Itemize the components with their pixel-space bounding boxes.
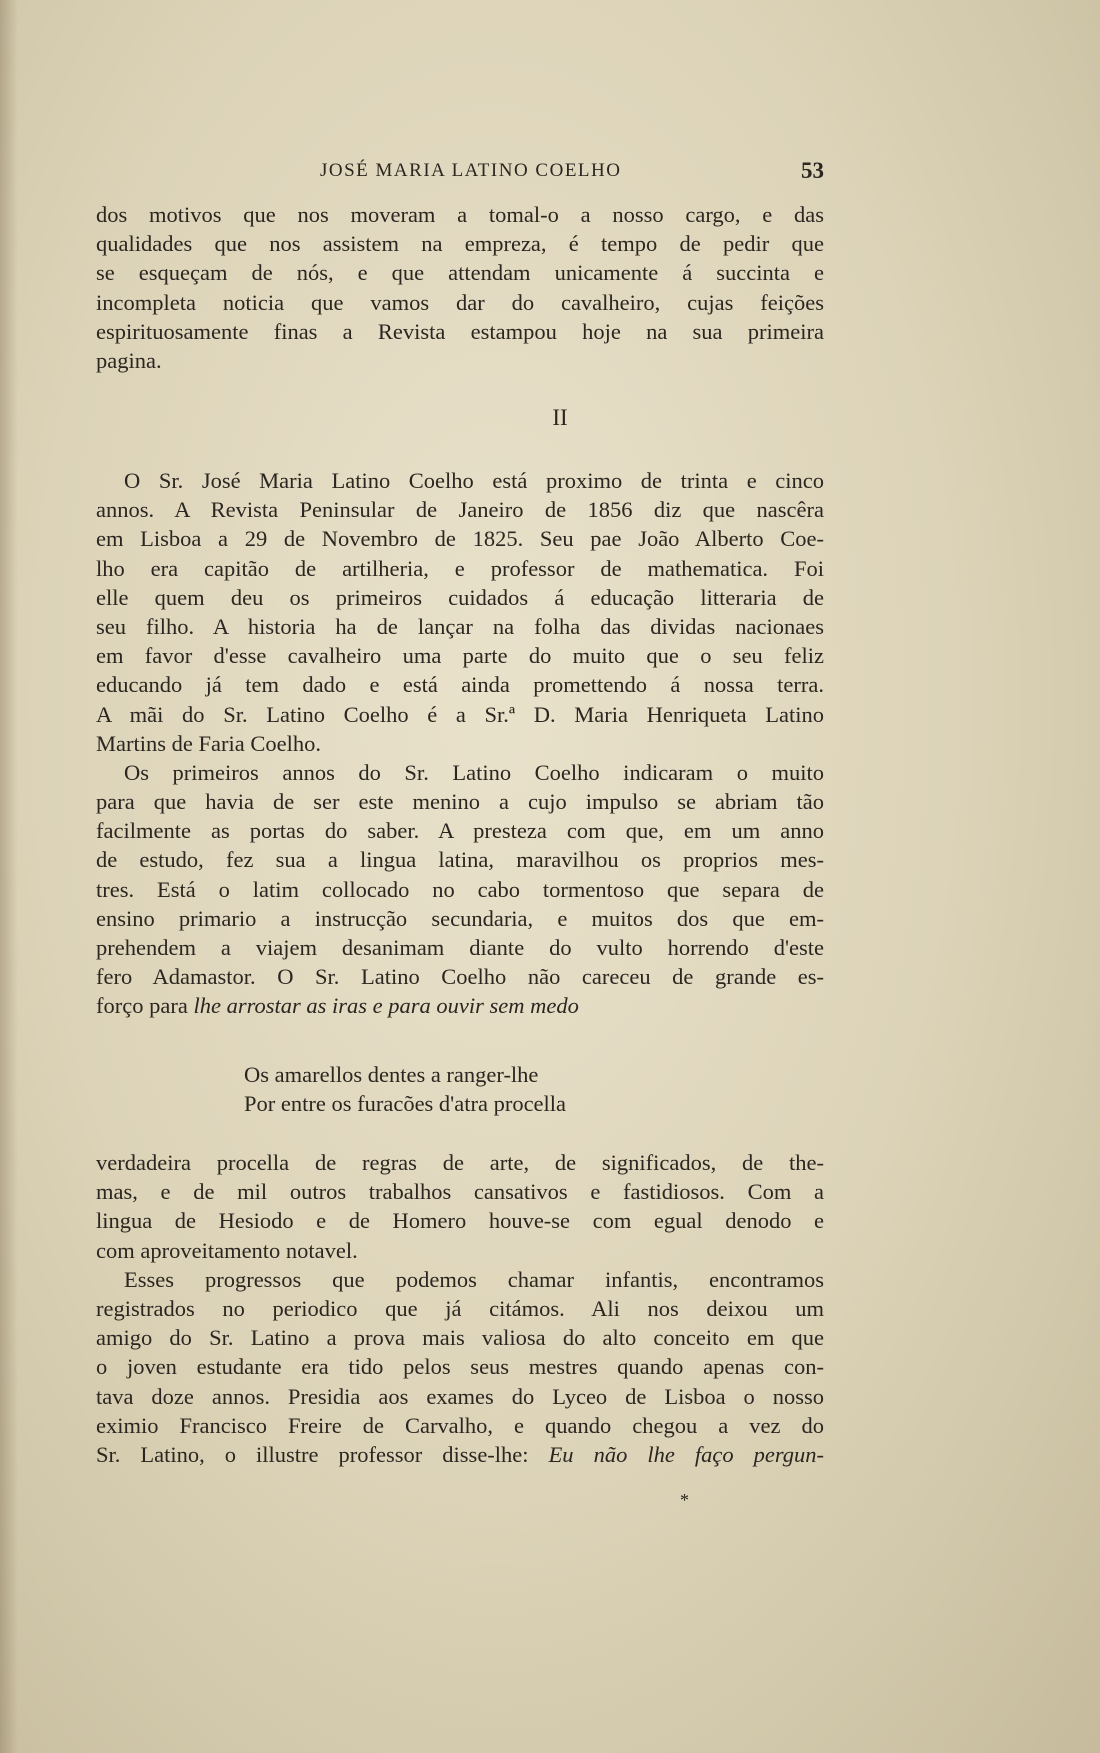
text-line: tres. Está o latim collocado no cabo tormentoso que separa de (96, 876, 824, 902)
text-line: tava doze annos. Presidia aos exames do Lyceo de Lisboa o nosso (96, 1383, 824, 1409)
text-line: com aproveitamento notavel. (96, 1237, 358, 1263)
text-line: incompleta noticia que vamos dar do cavalheiro, cujas feições (96, 289, 824, 315)
text-line: educando já tem dado e está ainda promettendo á nossa terra. (96, 672, 824, 698)
text-block-closing (96, 1148, 824, 1469)
text-line: A mãi do Sr. Latino Coelho é a Sr.ª D. Maria Henriqueta Latino (96, 701, 824, 727)
text-block-opening (96, 200, 824, 375)
text-line: em favor d'esse cavalheiro uma parte do muito que o seu feliz (96, 643, 824, 669)
text-line: fero Adamastor. O Sr. Latino Coelho não careceu de grande es- (96, 964, 824, 990)
text-line: mas, e de mil outros trabalhos cansativos e fastidiosos. Com a (96, 1179, 824, 1205)
text-line: facilmente as portas do saber. A presteza com que, em um anno (96, 818, 824, 844)
text-roman: Sr. Latino, o illustre professor disse-lhe: (96, 1441, 549, 1467)
text-line: se esqueçam de nós, e que attendam unicamente á succinta e (96, 260, 824, 286)
text-line: verdadeira procella de regras de arte, de significados, de the- (96, 1150, 824, 1175)
text-line (96, 991, 824, 1020)
text-line: o joven estudante era tido pelos seus mestres quando apenas con- (96, 1354, 824, 1380)
verse-quotation (244, 1060, 566, 1118)
text-line: annos. A Revista Peninsular de Janeiro de 1856 diz que nascêra (96, 497, 824, 523)
text-line: prehendem a viajem desanimam diante do vulto horrendo d'este (96, 935, 824, 960)
text-line: Martins de Faria Coelho. (96, 730, 321, 756)
running-title: JOSÉ MARIA LATINO COELHO (320, 160, 622, 181)
text-line: eximio Francisco Freire de Carvalho, e quando chegou a vez do (96, 1412, 824, 1438)
text-line: ensino primario a instrucção secundaria, e muitos dos que em- (96, 905, 824, 931)
signature-mark: * (680, 1490, 689, 1510)
text-line: para que havia de ser este menino a cujo impulso se abriam tão (96, 789, 824, 815)
text-line: dos motivos que nos moveram a tomal-o a nosso cargo, e das (96, 202, 824, 227)
text-line: O Sr. José Maria Latino Coelho está proximo de trinta e cinco (124, 468, 824, 493)
text-line: Os primeiros annos do Sr. Latino Coelho indicaram o muito (124, 759, 824, 785)
text-line (96, 1440, 824, 1469)
section-heading: II (552, 405, 568, 430)
text-line: em Lisboa a 29 de Novembro de 1825. Seu pae João Alberto Coe- (96, 526, 824, 552)
text-line: seu filho. A historia ha de lançar na folha das dividas nacionaes (96, 613, 824, 639)
text-line: lho era capitão de artilheria, e professor de mathematica. Foi (96, 555, 824, 581)
text-line: pagina. (96, 347, 162, 373)
text-line: lingua de Hesiodo e de Homero houve-se com egual denodo e (96, 1208, 824, 1234)
text-line: de estudo, fez sua a lingua latina, maravilhou os proprios mes- (96, 847, 824, 873)
verse-line: Os amarellos dentes a ranger-lhe (244, 1062, 539, 1087)
text-line: Esses progressos que podemos chamar infantis, encontramos (124, 1266, 824, 1292)
text-roman: forço para (96, 993, 194, 1019)
text-line: elle quem deu os primeiros cuidados á educação litteraria de (96, 584, 824, 610)
page-number: 53 (801, 158, 824, 183)
text-line: amigo do Sr. Latino a prova mais valiosa do alto conceito em que (96, 1325, 824, 1351)
running-head (96, 158, 824, 188)
text-italic: Eu não lhe faço pergun- (548, 1441, 825, 1467)
text-line: espirituosamente finas a Revista estampou hoje na sua primeira (96, 318, 824, 344)
text-italic: lhe arrostar as iras e para ouvir sem medo (193, 993, 579, 1019)
text-line: registrados no periodico que já citámos. Ali nos deixou um (96, 1295, 824, 1321)
verse-line: Por entre os furacões d'atra procella (244, 1091, 567, 1116)
text-line: qualidades que nos assistem na empreza, é tempo de pedir que (96, 231, 824, 257)
text-block-section-ii (96, 466, 824, 1021)
